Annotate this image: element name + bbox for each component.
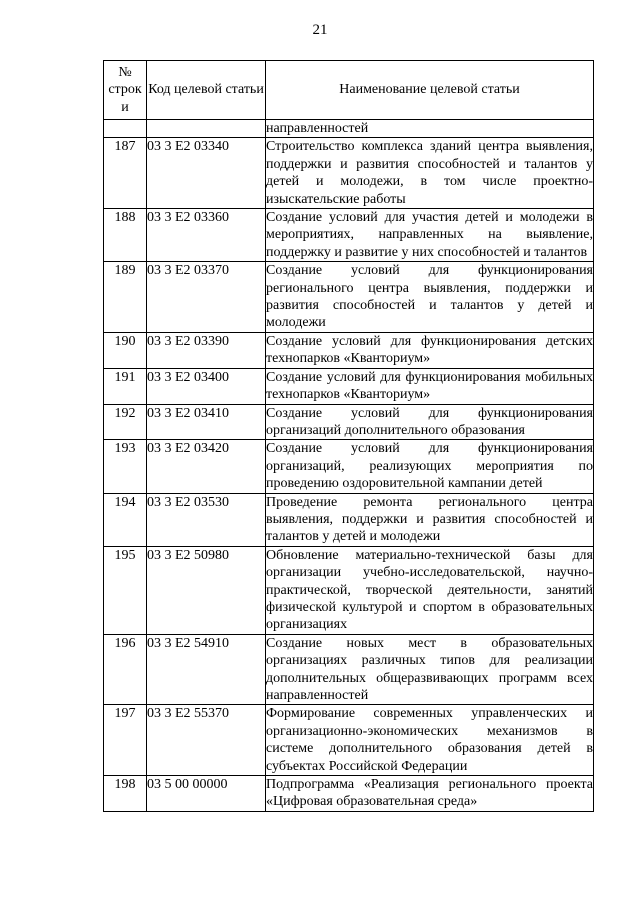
article-name-text: Создание условий для функционирования мобильных технопарков «Кванториум» <box>266 369 593 403</box>
table-row <box>104 332 594 368</box>
article-name-cell <box>266 368 594 404</box>
article-name-cell <box>266 705 594 776</box>
table-row <box>104 209 594 262</box>
article-name-text: Обновление материально-технической базы для организации учебно-исследовательской, научно-практической, творческой деятельности, занятий физической культурой и спортом в образовательных организациях <box>266 547 593 633</box>
table-row <box>104 440 594 493</box>
table-header-row <box>104 61 594 120</box>
article-name-cell <box>266 332 594 368</box>
row-number-cell: 190 <box>104 332 147 368</box>
row-number-cell: 197 <box>104 705 147 776</box>
row-number-cell <box>104 120 147 138</box>
row-number-cell: 191 <box>104 368 147 404</box>
article-name-text: Проведение ремонта регионального центра выявления, поддержки и развития способностей и талантов у детей и молодежи <box>266 494 593 545</box>
article-code-cell: 03 3 E2 03400 <box>147 368 266 404</box>
table-row <box>104 368 594 404</box>
article-name-text: Строительство комплекса зданий центра выявления, поддержки и развития способностей и талантов у детей и молодежи, в том числе проектно-изыскательские работы <box>266 139 593 207</box>
article-code-cell: 03 3 E2 03360 <box>147 209 266 262</box>
header-article-name: Наименование целевой статьи <box>266 61 594 120</box>
article-name-text: направленностей <box>266 121 369 136</box>
row-number-cell: 193 <box>104 440 147 493</box>
article-code-cell: 03 3 E2 03420 <box>147 440 266 493</box>
article-name-cell <box>266 404 594 440</box>
table-row <box>104 404 594 440</box>
article-code-cell: 03 3 E2 55370 <box>147 705 266 776</box>
article-name-text: Создание условий для участия детей и молодежи в мероприятиях, направленных на выявление, поддержку и развитие у них способностей и талантов <box>266 210 593 260</box>
table-row <box>104 705 594 776</box>
article-name-cell <box>266 440 594 493</box>
table-row <box>104 262 594 333</box>
article-name-cell <box>266 209 594 262</box>
row-number-cell: 188 <box>104 209 147 262</box>
article-code-cell: 03 3 E2 03390 <box>147 332 266 368</box>
row-number-cell: 198 <box>104 776 147 812</box>
page-number: 21 <box>312 22 328 38</box>
article-name-text: Создание условий для функционирования детских технопарков «Кванториум» <box>266 333 593 367</box>
row-number-cell: 194 <box>104 493 147 546</box>
article-code-cell: 03 3 E2 03370 <box>147 262 266 333</box>
table-row-continuation <box>104 120 594 138</box>
table-row <box>104 634 594 705</box>
article-code-cell: 03 3 E2 54910 <box>147 634 266 705</box>
article-name-text: Создание условий для функционирования организаций, реализующих мероприятия по проведению оздоровительной кампании детей <box>266 441 593 492</box>
row-number-cell: 195 <box>104 546 147 634</box>
row-number-cell: 189 <box>104 262 147 333</box>
article-code-cell: 03 3 E2 03410 <box>147 404 266 440</box>
article-name-cell <box>266 776 594 812</box>
article-name-cell <box>266 546 594 634</box>
header-row-number: № строк и <box>104 61 147 120</box>
table-row <box>104 493 594 546</box>
article-code-cell <box>147 120 266 138</box>
article-name-cell <box>266 120 594 138</box>
article-name-cell <box>266 138 594 209</box>
row-number-cell: 192 <box>104 404 147 440</box>
article-name-cell <box>266 634 594 705</box>
article-code-cell: 03 3 E2 50980 <box>147 546 266 634</box>
header-article-code: Код целевой статьи <box>147 61 266 120</box>
target-articles-table <box>103 60 594 812</box>
article-code-cell: 03 5 00 00000 <box>147 776 266 812</box>
article-name-cell <box>266 262 594 333</box>
article-name-text: Создание условий для функционирования организаций дополнительного образования <box>266 405 593 438</box>
article-name-text: Подпрограмма «Реализация регионального проекта «Цифровая образовательная среда» <box>266 777 593 810</box>
article-code-cell: 03 3 E2 03530 <box>147 493 266 546</box>
table-row <box>104 138 594 209</box>
table-row <box>104 776 594 812</box>
article-code-cell: 03 3 E2 03340 <box>147 138 266 209</box>
row-number-cell: 196 <box>104 634 147 705</box>
article-name-text: Создание новых мест в образовательных организациях различных типов для реализации дополнительных общеразвивающих программ всех направленностей <box>266 635 593 703</box>
article-name-cell <box>266 493 594 546</box>
article-name-text: Создание условий для функционирования регионального центра выявления, поддержки и развития способностей и талантов у детей и молодежи <box>266 263 593 331</box>
row-number-cell: 187 <box>104 138 147 209</box>
article-name-text: Формирование современных управленческих и организационно-экономических механизмов в системе дополнительного образования детей в субъектах Российской Федерации <box>266 706 593 774</box>
table-row <box>104 546 594 634</box>
